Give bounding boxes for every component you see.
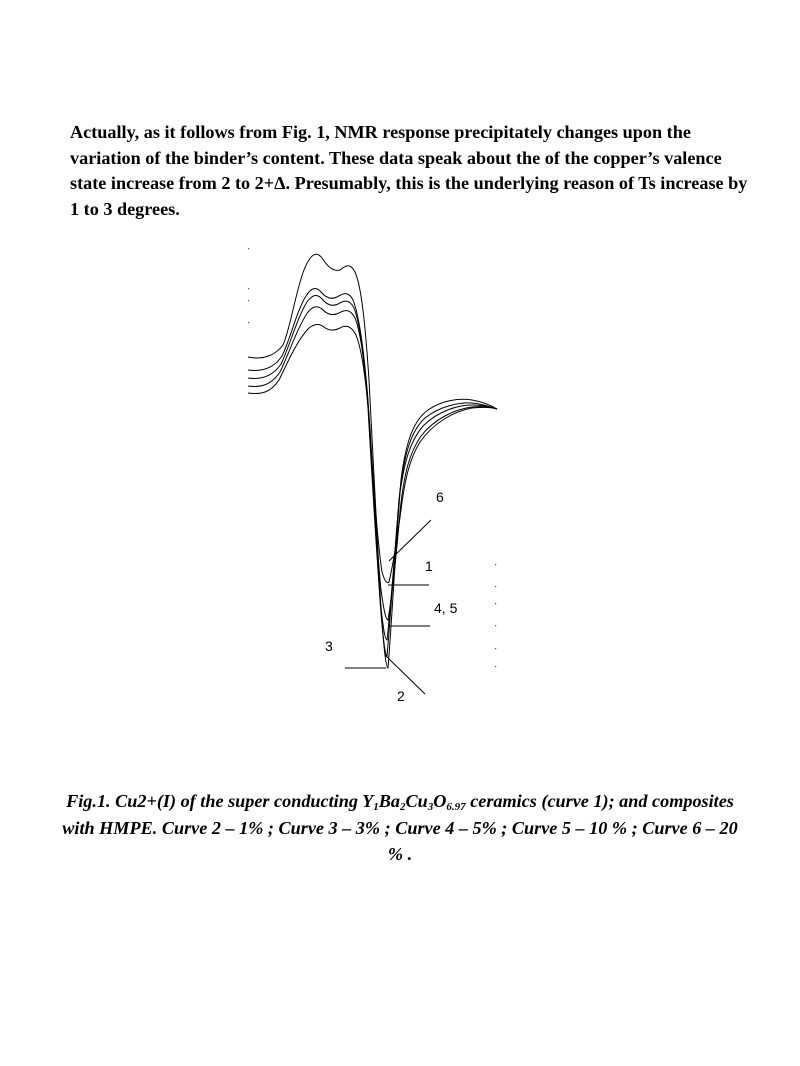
- figure-caption: [60, 788, 740, 868]
- curve-label-2: 2: [397, 688, 405, 704]
- curve-label-6: 6: [436, 489, 444, 505]
- curve-2-leader: [385, 655, 425, 694]
- formula-y: Y: [362, 791, 374, 811]
- curve-6-leader: [389, 520, 431, 561]
- curve-label-1: 1: [425, 558, 433, 574]
- left-axis-dots: [248, 248, 249, 323]
- body-paragraph: Actually, as it follows from Fig. 1, NMR response precipitately changes upon the variation of the binder’s content. These data speak about the of the copper’s valence state increase from 2 to 2+Δ. Presumably, this is the underlying reason of Ts increase by 1 to 3 degrees.: [70, 122, 748, 219]
- curve-label-4-5: 4, 5: [434, 600, 458, 616]
- formula-cu-subscript: 3: [427, 801, 434, 813]
- caption-text-end: ceramics (curve 1); and composites with HMPE. Curve 2 – 1% ; Curve 3 – 3% ; Curve 4 – 5% ; Curve 5 – 10 % ; Curve 6 – 20 % .: [62, 791, 738, 864]
- formula-ba: Ba: [378, 791, 401, 811]
- right-axis-dots: [495, 564, 496, 667]
- caption-text-start: Fig.1. Cu2+(I) of the super conducting: [66, 791, 363, 811]
- formula-ba-subscript: 2: [400, 801, 406, 813]
- formula-cu: Cu: [405, 791, 428, 811]
- curve-label-3: 3: [325, 638, 333, 654]
- formula-o-subscript: 6.97: [446, 801, 466, 813]
- formula-y-subscript: 1: [373, 801, 379, 813]
- formula-o: O: [433, 791, 447, 811]
